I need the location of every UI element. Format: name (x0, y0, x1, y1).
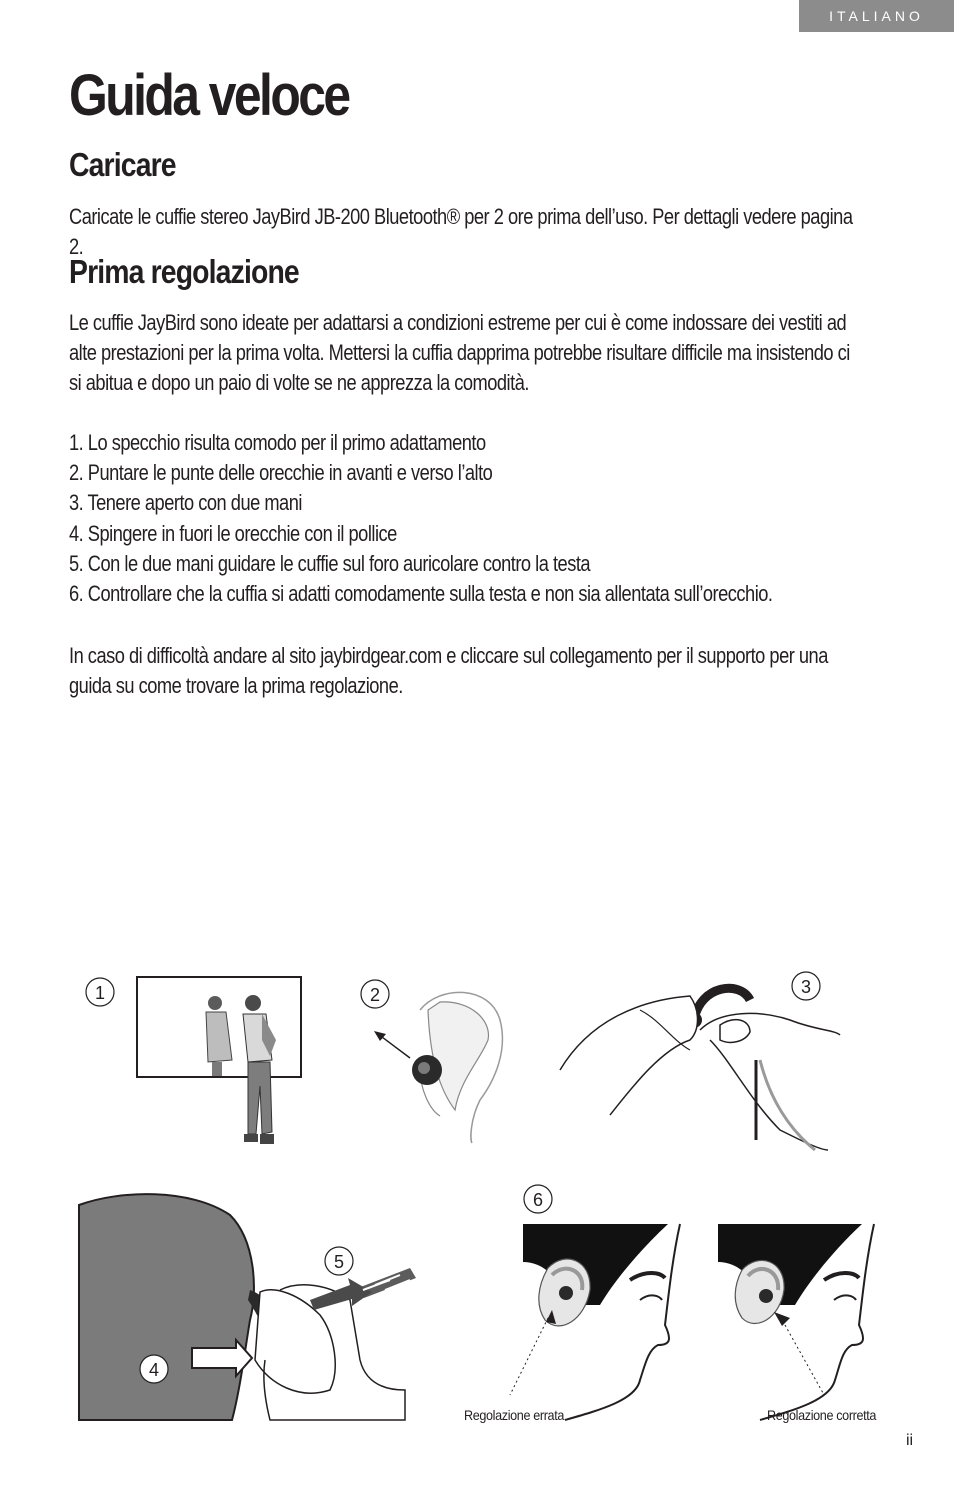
svg-text:6: 6 (532, 1190, 544, 1210)
figure-fit-check (510, 1185, 874, 1420)
figure-head-push (79, 1194, 416, 1420)
svg-text:1: 1 (94, 983, 106, 1003)
heading-charge: Caricare (69, 146, 176, 183)
fit-step: 4. Spingere in fuori le orecchie con il pollice (69, 520, 397, 546)
figure-two-hands (560, 972, 840, 1150)
fit-step: 5. Con le due mani guidare le cuffie sul foro auricolare contro la testa (69, 550, 591, 576)
step-number-5 (325, 1247, 353, 1275)
fit-step: 2. Puntare le punte delle orecchie in avanti e verso l’alto (69, 460, 493, 486)
correct-fit-illustration (718, 1224, 874, 1420)
caption-correct-fit: Regolazione corretta (767, 1407, 877, 1423)
svg-text:4: 4 (148, 1360, 160, 1380)
wrong-fit-illustration (510, 1224, 680, 1420)
caption-wrong-fit: Regolazione errata (464, 1407, 564, 1423)
step-number-1 (86, 978, 114, 1006)
page-title: Guida veloce (69, 63, 349, 128)
fit-intro: Le cuffie JayBird sono ideate per adattarsi a condizioni estreme per cui è come indossare dei vestiti ad alte prestazioni per la prima volta. Mettersi la cuffia dapprima potrebbe risultare difficile ma insistendo ci si abitua e dopo un paio di volte se ne apprezza la comodità. (69, 310, 850, 395)
charge-text: Caricate le cuffie stereo JayBird JB-200 Bluetooth® per 2 ore prima dell’uso. Per dettagli vedere pagina 2. (69, 204, 853, 259)
step-number-6 (524, 1185, 552, 1213)
fit-step: 6. Controllare che la cuffia si adatti comodamente sulla testa e non sia allentata sull’orecchio. (69, 581, 773, 607)
fit-step: 1. Lo specchio risulta comodo per il primo adattamento (69, 430, 486, 455)
language-tab: ITALIANO (799, 0, 954, 32)
figure-mirror (86, 977, 301, 1144)
svg-text:2: 2 (369, 985, 381, 1005)
step-number-3 (792, 972, 820, 1000)
step-number-4 (140, 1355, 168, 1383)
fit-step: 3. Tenere aperto con due mani (69, 490, 302, 516)
help-text: In caso di difficoltà andare al sito jaybirdgear.com e cliccare sul collegamento per il supporto per una guida su come trovare la prima regolazione. (69, 643, 828, 698)
step-number-2 (361, 980, 389, 1008)
svg-text:3: 3 (800, 977, 812, 997)
page-number: ii (906, 1432, 914, 1449)
heading-first-fit: Prima regolazione (69, 253, 299, 290)
figure-earbud (361, 980, 502, 1143)
svg-text:5: 5 (333, 1252, 345, 1272)
